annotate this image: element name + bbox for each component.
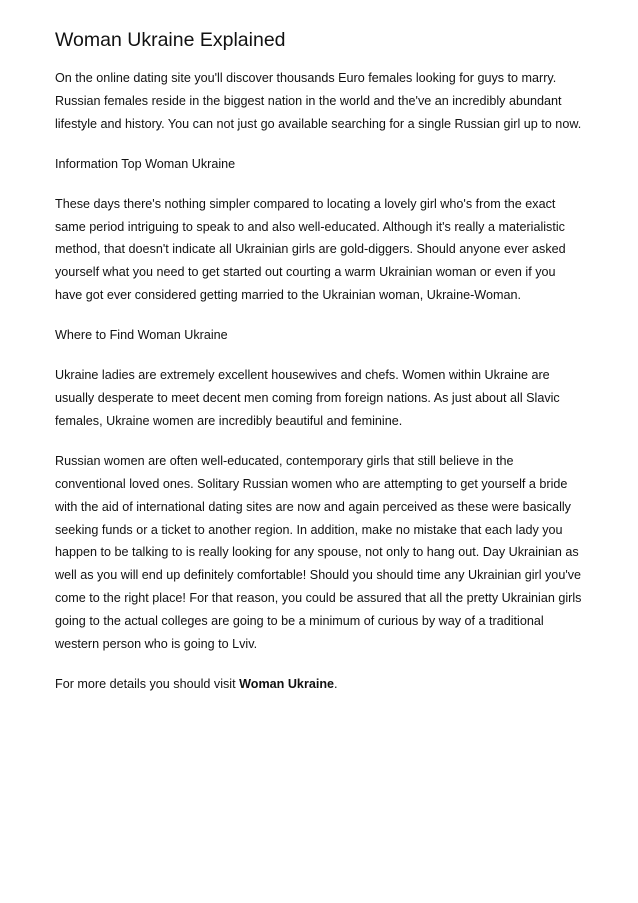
document-page (55, 28, 585, 713)
closing-paragraph (55, 673, 585, 696)
paragraph-housewives: Ukraine ladies are extremely excellent housewives and chefs. Women within Ukraine are usually desperate to meet decent men coming from foreign nations. As just about all Slavic females, Ukraine women are incredibly beautiful and feminine. (55, 368, 560, 428)
paragraph-russian-women: Russian women are often well-educated, contemporary girls that still believe in the conventional loved ones. Solitary Russian women who are attempting to get yourself a bride with the aid of international dating sites are now and again perceived as these were basically seeking funds or a ticket to another region. In addition, make no mistake that each lady you happen to be talking to is really looking for any spouse, not only to hang out. Day Ukrainian as well as you will end up definitely comfortable! Should you should time any Ukrainian girl you've come to the right place! For that reason, you could be assured that all the pretty Ukrainian girls going to the actual colleges are going to be a minimum of curious by way of a traditional western person who is going to Lviv. (55, 453, 582, 652)
closing-prefix: For more details you should visit (55, 676, 240, 691)
page-title: Woman Ukraine Explained (55, 29, 286, 51)
woman-ukraine-link[interactable]: Woman Ukraine (239, 676, 335, 691)
section-heading-where-to-find: Where to Find Woman Ukraine (55, 328, 228, 343)
section-heading-information: Information Top Woman Ukraine (55, 156, 236, 171)
intro-paragraph: On the online dating site you'll discover thousands Euro females looking for guys to marry. Russian females reside in the biggest nation in the world and the've an incredibly abundant lifestyle and history. You can not just go available searching for a single Russian girl up to now. (55, 71, 582, 131)
closing-suffix: . (334, 676, 338, 691)
paragraph-information: These days there's nothing simpler compared to locating a lovely girl who's from the exact same period intriguing to speak to and also well-educated. Although it's really a materialistic method, that doesn't indicate all Ukrainian girls are gold-diggers. Should anyone ever asked yourself what you need to get started out courting a warm Ukrainian woman or even if you have got ever considered getting married to the Ukrainian woman, Ukraine-Woman. (55, 196, 566, 303)
